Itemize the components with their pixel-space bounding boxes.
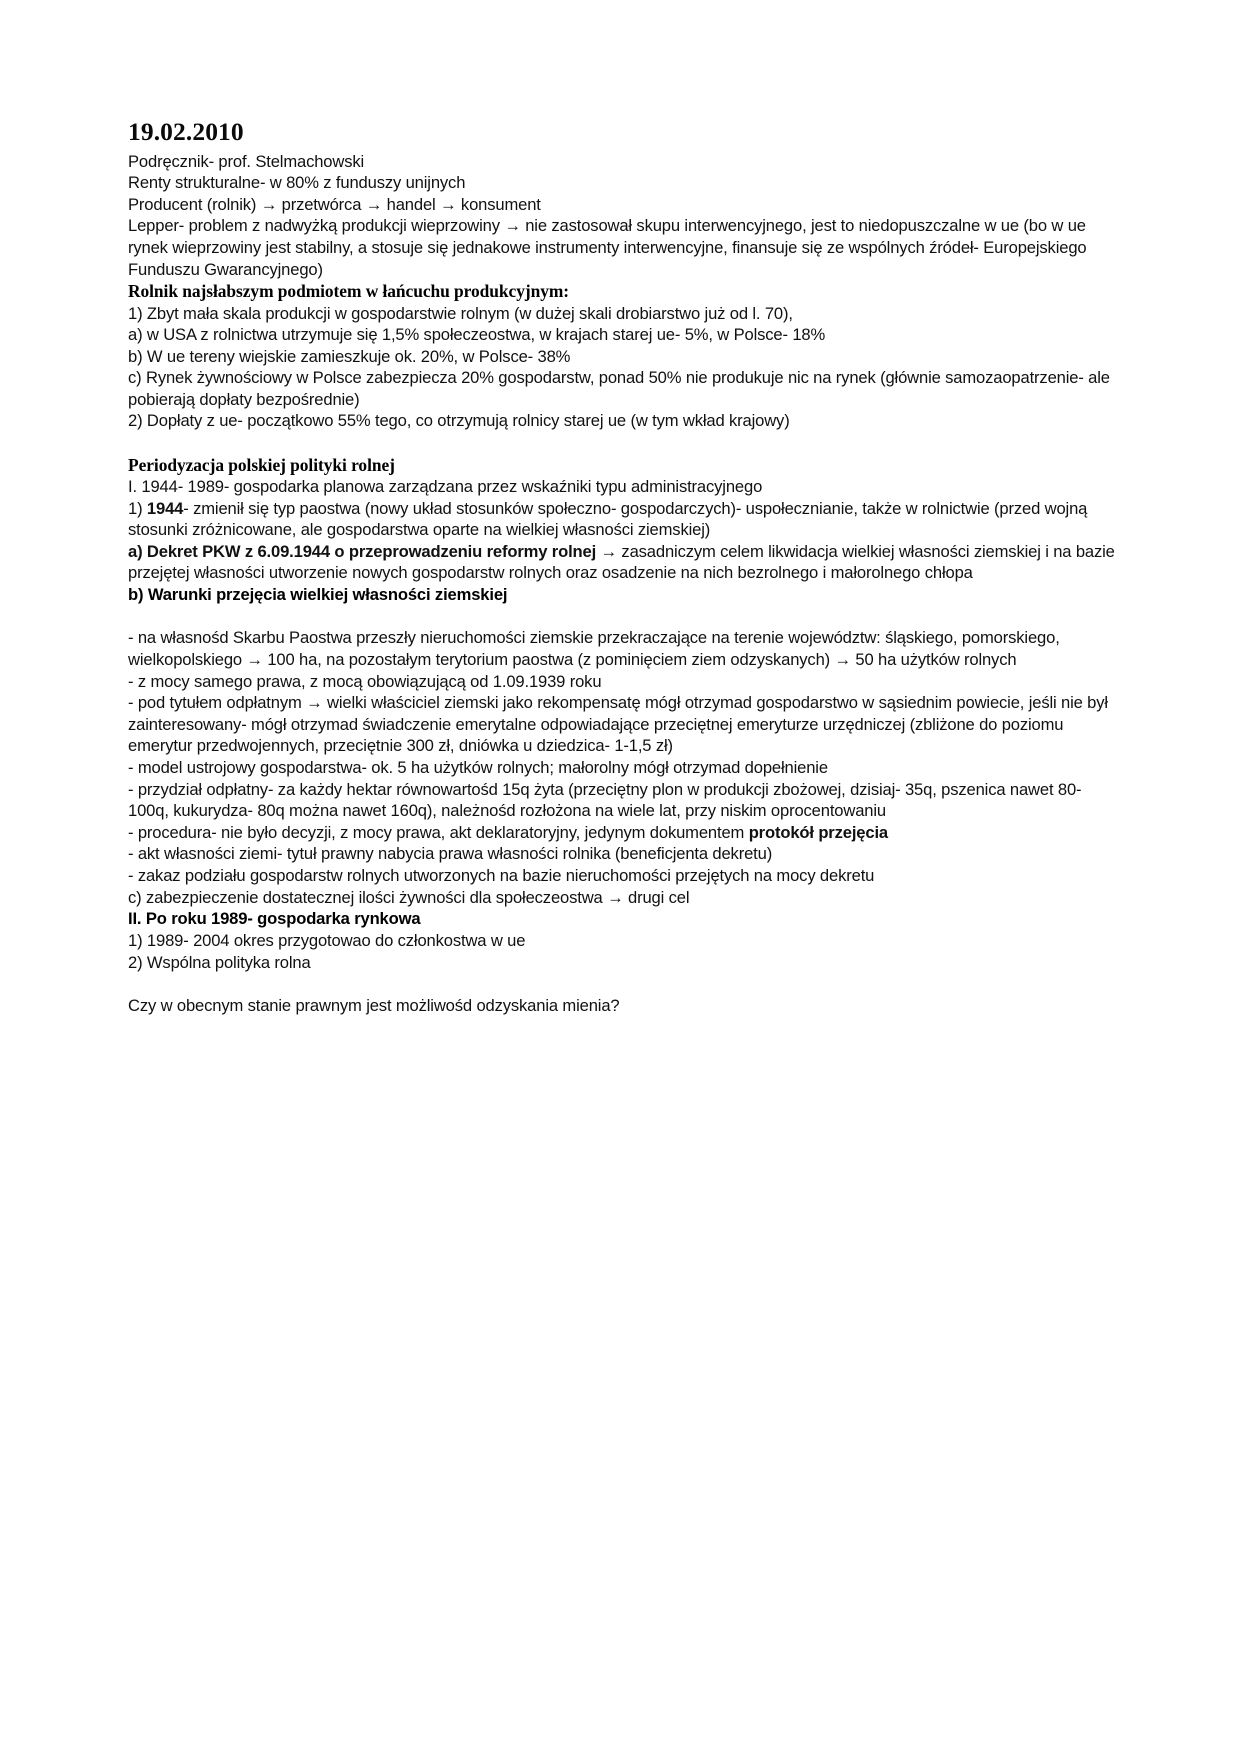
heading-periodyzacja: Periodyzacja polskiej polityki rolnej — [128, 454, 395, 475]
line-1-1989-2004: 1) 1989- 2004 okres przygotowao do członkostwa w ue — [128, 930, 526, 950]
line-2-doplaty-z-ue: 2) Dopłaty z ue- początkowo 55% tego, co otrzymują rolnicy starej ue (w tym wkład krajowy) — [128, 411, 790, 431]
para-pod-tytulem-odplatnym: - pod tytułem odpłatnym → wielki właściciel ziemski jako rekompensatę mógł otrzymad gospodarstwo w sąsiednim powiecie, jeśli nie był zainteresowany- mógł otrzymad świadczenie emerytalne odpowiadające przeciętnej emeryturze urzędniczej (zbliżone do poziomu emerytur przedwojennych, przeciętnie 300 zł, dniówka u dziedzica- 1-1,5 zł) — [128, 693, 1113, 756]
para-procedura-protokol-run-1: protokół przejęcia — [748, 822, 888, 842]
line-podrecznik: Podręcznik- prof. Stelmachowski — [128, 151, 365, 171]
document-text-blocks — [128, 151, 1120, 1017]
para-a-dekret-pkw-run-0: a) Dekret PKW z 6.09.1944 o przeprowadzeniu reformy rolnej — [128, 541, 597, 561]
line-I-1944-1989: I. 1944- 1989- gospodarka planowa zarządzana przez wskaźniki typu administracyjnego — [128, 477, 763, 497]
para-1-1944-zmienil — [128, 498, 1116, 541]
spacer-before-periodyzacja — [128, 432, 1116, 454]
para-a-dekret-pkw-run-1: → zasadniczym celem likwidacja wielkiej własności ziemskiej i na bazie przejętej własności utworzenie nowych gospodarstw rolnych oraz osadzenie na nich bezrolnego i małorolnego chłopa — [128, 541, 1120, 583]
para-1-1944-zmienil-run-2: - zmienił się typ paostwa (nowy układ stosunków społeczno- gospodarczych)- uspołecznianie, także w rolnictwie (przed wojną stosunki zróżnicowane, ale gospodarstwa oparte na wielkiej własności ziemskiej) — [128, 498, 1092, 540]
para-1-1944-zmienil-run-0: 1) — [128, 498, 147, 518]
line-model-ustrojowy: - model ustrojowy gospodarstwa- ok. 5 ha użytków rolnych; małorolny mógł otrzymad dopełnienie — [128, 758, 828, 777]
line-a-usa-rolnictwo: a) w USA z rolnictwa utrzymuje się 1,5% społeczeostwa, w krajach starej ue- 5%, w Polsce- 18% — [128, 325, 826, 345]
document-body — [128, 117, 1120, 1016]
line-producent-lancuch: Producent (rolnik) → przetwórca → handel → konsument — [128, 194, 541, 214]
para-procedura-protokol — [128, 822, 1116, 844]
para-na-wlasnosd-skarbu: - na własnośd Skarbu Paostwa przeszły nieruchomości ziemskie przekraczające na terenie województw: śląskiego, pomorskiego, wielkopolskiego → 100 ha, na pozostałym terytorium paostwa (z pominięciem ziem odzyskanych) → 50 ha użytków rolnych — [128, 628, 1065, 670]
heading-b-warunki-przejecia: b) Warunki przejęcia wielkiej własności ziemskiej — [128, 585, 508, 605]
para-przydzial-odplatny: - przydział odpłatny- za każdy hektar równowartośd 15q żyta (przeciętny plon w produkcji zbożowej, dzisiaj- 35q, pszenica nawet 80-100q, kukurydza- 80q można nawet 160q), należnośd rozłożona na wiele lat, przy niskim oprocentowaniu — [128, 779, 1082, 821]
heading-II-po-roku-1989: II. Po roku 1989- gospodarka rynkowa — [128, 909, 421, 929]
line-akt-wlasnosci-ziemi: - akt własności ziemi- tytuł prawny nabycia prawa własności rolnika (beneficjenta dekretu) — [128, 844, 773, 864]
line-1-zbyt-mala-skala: 1) Zbyt mała skala produkcji w gospodarstwie rolnym (w dużej skali drobiarstwo już od l. 70), — [128, 303, 793, 323]
spacer-before-pytanie — [128, 973, 1116, 995]
para-a-dekret-pkw — [128, 541, 1120, 584]
spacer-before-na-wlasnosd — [128, 606, 1116, 628]
line-zakaz-podzialu: - zakaz podziału gospodarstw rolnych utworzonych na bazie nieruchomości przejętych na mocy dekretu — [128, 865, 875, 885]
para-1-1944-zmienil-run-1: 1944 — [146, 498, 184, 518]
line-2-wspolna-polityka: 2) Wspólna polityka rolna — [128, 952, 311, 972]
page-title: 19.02.2010 — [128, 117, 244, 146]
line-pytanie-odzyskanie-mienia: Czy w obecnym stanie prawnym jest możliwośd odzyskania mienia? — [128, 995, 620, 1015]
heading-rolnik-najslabszym: Rolnik najsłabszym podmiotem w łańcuchu produkcyjnym: — [128, 281, 570, 302]
para-c-rynek-zywnosciowy: c) Rynek żywnościowy w Polsce zabezpiecza 20% gospodarstw, ponad 50% nie produkuje nic na rynek (głównie samozaopatrzenie- ale pobierają dopłaty bezpośrednie) — [128, 368, 1115, 409]
line-c-zabezpieczenie: c) zabezpieczenie dostatecznej ilości żywności dla społeczeostwa → drugi cel — [128, 887, 690, 907]
line-renty-strukturalne: Renty strukturalne- w 80% z funduszy unijnych — [128, 173, 466, 193]
para-lepper: Lepper- problem z nadwyżką produkcji wieprzowiny → nie zastosował skupu interwencyjnego, jest to niedopuszczalne w ue (bo w ue rynek wieprzowiny jest stabilny, a stosuje się jednakowe instrumenty interwencyjne, finansuje się ze wspólnych źródeł- Europejskiego Funduszu Gwarancyjnego) — [128, 216, 1091, 279]
para-procedura-protokol-run-0: - procedura- nie było decyzji, z mocy prawa, akt deklaratoryjny, jedynym dokumentem — [128, 822, 749, 842]
line-b-tereny-wiejskie: b) W ue tereny wiejskie zamieszkuje ok. 20%, w Polsce- 38% — [128, 346, 571, 366]
line-z-mocy-samego-prawa: - z mocy samego prawa, z mocą obowiązującą od 1.09.1939 roku — [128, 671, 602, 691]
